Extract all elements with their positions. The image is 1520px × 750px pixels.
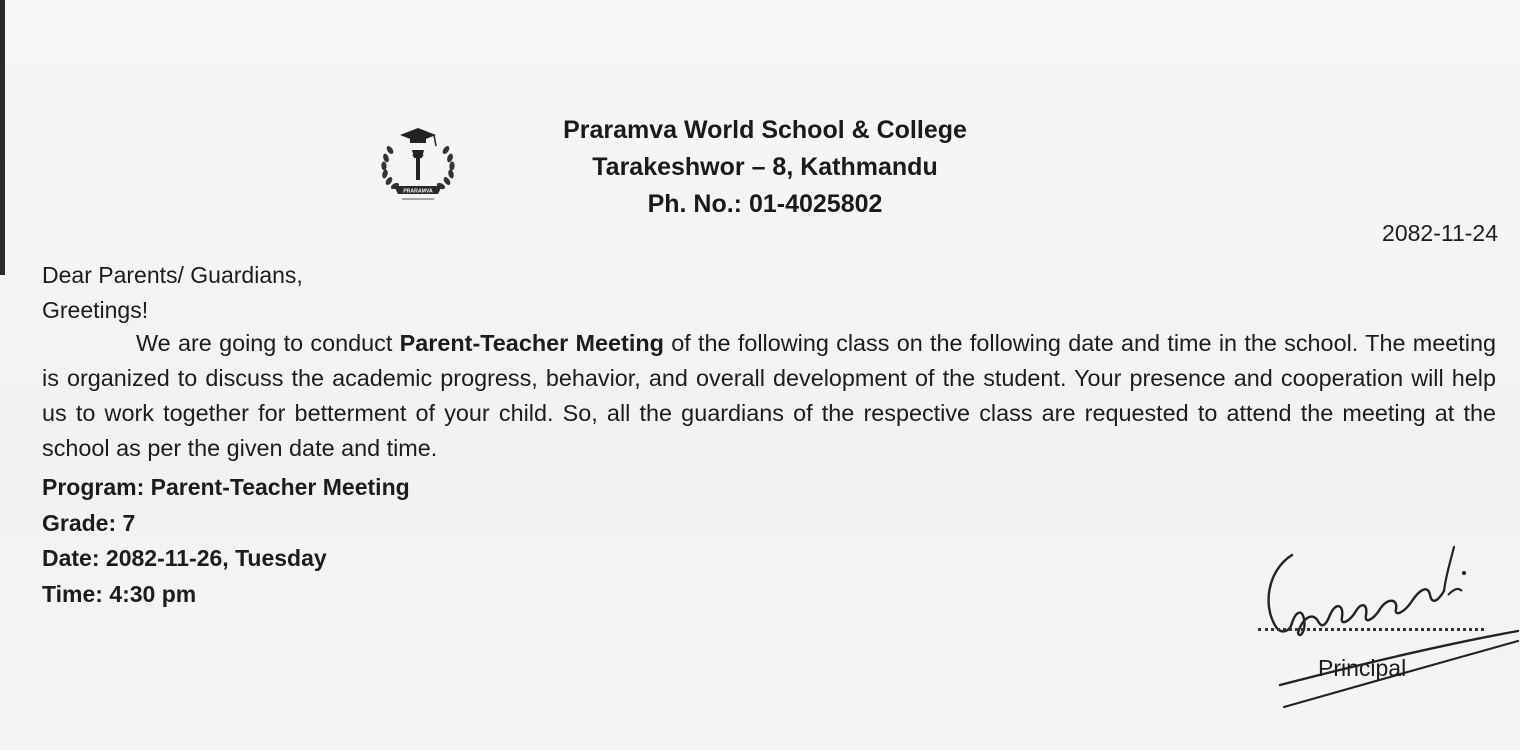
program-line: Program: Parent-Teacher Meeting	[42, 474, 410, 500]
school-address: Tarakeshwor – 8, Kathmandu	[592, 153, 938, 181]
letter-date: 2082-11-24	[1382, 220, 1498, 246]
date-line: Date: 2082-11-26, Tuesday	[42, 545, 327, 571]
page-edge-shadow	[0, 0, 5, 275]
greeting: Greetings!	[42, 297, 149, 323]
logo-banner-text: PRARAMVA	[403, 188, 433, 195]
school-logo-icon	[376, 126, 460, 204]
body-text-bold: Parent-Teacher Meeting	[399, 330, 664, 356]
time-line: Time: 4:30 pm	[42, 580, 197, 607]
body-text-part1: We are going to conduct	[136, 330, 400, 356]
salutation-block	[42, 258, 303, 328]
letter-body	[42, 326, 1496, 466]
salutation: Dear Parents/ Guardians,	[42, 262, 303, 288]
meeting-details	[42, 470, 410, 612]
signature-line	[1258, 628, 1484, 631]
grade-line: Grade: 7	[42, 509, 136, 536]
body-text-part2: of the following class on the following date and time in the school. The meeting is organized to discuss the academic progress, behavior, and overall development of the student. Your presence and cooperation will help us to work together for betterment of your child. So, all the guardians of the respective class are requested to attend the meeting at the school as per the given date and time.	[42, 330, 1496, 461]
signatory-title: Principal	[1318, 655, 1407, 681]
school-phone: Ph. No.: 01-4025802	[647, 190, 883, 218]
school-name: Praramva World School & College	[563, 116, 967, 144]
principal-signature	[1240, 535, 1520, 715]
letterhead	[520, 112, 1010, 223]
